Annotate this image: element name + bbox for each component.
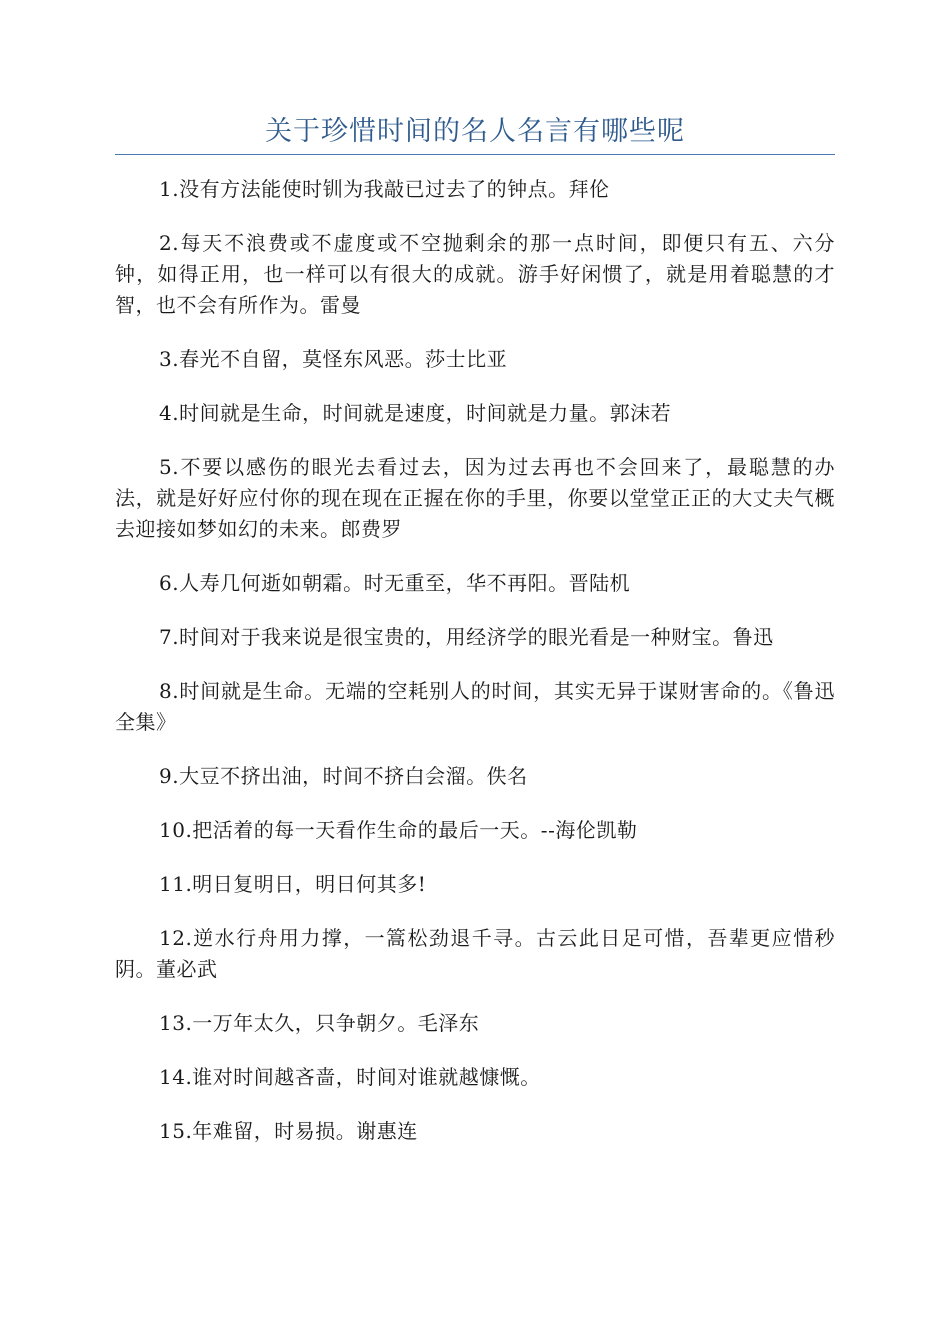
quote-paragraph: 2.每天不浪费或不虚度或不空抛剩余的那一点时间，即便只有五、六分钟，如得正用，也一样可以有很大的成就。游手好闲惯了，就是用着聪慧的才智，也不会有所作为。雷曼 (115, 231, 835, 317)
quote-paragraph: 3.春光不自留，莫怪东风恶。莎士比亚 (159, 347, 508, 371)
document-title: 关于珍惜时间的名人名言有哪些呢 (265, 116, 685, 147)
quote-paragraph: 13.一万年太久，只争朝夕。毛泽东 (159, 1011, 480, 1035)
quote-paragraph: 4.时间就是生命，时间就是速度，时间就是力量。郭沫若 (159, 401, 672, 425)
quote-paragraph: 15.年难留，时易损。谢惠连 (159, 1119, 418, 1143)
quote-paragraph: 8.时间就是生命。无端的空耗别人的时间，其实无异于谋财害命的。《鲁迅全集》 (115, 679, 835, 734)
quote-paragraph: 7.时间对于我来说是很宝贵的，用经济学的眼光看是一种财宝。鲁迅 (159, 625, 774, 649)
quote-paragraph: 11.明日复明日，明日何其多! (159, 872, 427, 896)
quote-paragraph: 5.不要以感伤的眼光去看过去，因为过去再也不会回来了，最聪慧的办法，就是好好应付你的现在现在正握在你的手里，你要以堂堂正正的大丈夫气概去迎接如梦如幻的未来。郎费罗 (115, 455, 835, 541)
quote-paragraph: 12.逆水行舟用力撑，一篙松劲退千寻。古云此日足可惜，吾辈更应惜秒阴。董必武 (115, 926, 835, 981)
quote-paragraph: 6.人寿几何逝如朝霜。时无重至，华不再阳。晋陆机 (159, 571, 631, 595)
quote-paragraph: 1.没有方法能使时钏为我敲已过去了的钟点。拜伦 (159, 177, 610, 201)
quote-paragraph: 10.把活着的每一天看作生命的最后一天。--海伦凯勒 (159, 818, 638, 842)
quote-paragraph: 9.大豆不挤出油，时间不挤白会溜。佚名 (159, 764, 528, 788)
document-body (115, 174, 835, 1170)
title-underline (115, 154, 835, 155)
quote-paragraph: 14.谁对时间越吝啬，时间对谁就越慷慨。 (159, 1065, 541, 1089)
